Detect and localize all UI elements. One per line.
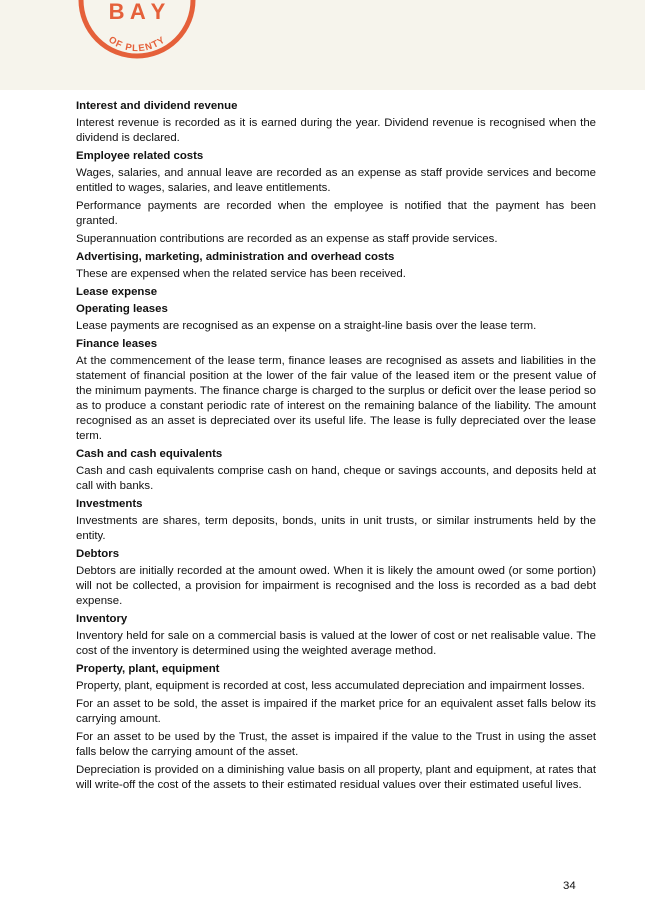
section-heading: Finance leases: [76, 338, 158, 350]
section-paragraph: At the commencement of the lease term, finance leases are recognised as assets and liabilities in the statement of financial position at the lower of the fair value of the leased item or the present value of the minimum payments. The finance charge is charged to the surplus or deficit over the lease period so as to produce a constant periodic rate of interest on the remaining balance of the liability. The amount recognised as an asset is depreciated over its useful life. The lease is fully depreciated over the lease term.: [76, 355, 596, 442]
section-paragraph: Superannuation contributions are recorded as an expense as staff provide services.: [76, 233, 498, 245]
section-paragraph: Depreciation is provided on a diminishing value basis on all property, plant and equipment, at rates that will write-off the cost of the assets to their estimated residual values over their estimated useful lives.: [76, 764, 596, 791]
logo-main-text: B A Y: [108, 0, 166, 24]
section-paragraph: Lease payments are recognised as an expense on a straight-line basis over the lease term.: [76, 320, 537, 332]
section-paragraph: Property, plant, equipment is recorded at cost, less accumulated depreciation and impairment losses.: [76, 680, 585, 692]
section-paragraph: These are expensed when the related service has been received.: [76, 268, 406, 280]
section-paragraph: Performance payments are recorded when the employee is notified that the payment has been granted.: [76, 200, 596, 227]
header-band: [0, 0, 645, 90]
section-paragraph: Cash and cash equivalents comprise cash on hand, cheque or savings accounts, and deposits held at call with banks.: [76, 465, 596, 492]
section-paragraph: Investments are shares, term deposits, bonds, units in unit trusts, or similar instruments held by the entity.: [76, 515, 596, 542]
section-paragraph: Interest revenue is recorded as it is earned during the year. Dividend revenue is recognised when the dividend is declared.: [76, 117, 596, 144]
section-heading: Cash and cash equivalents: [76, 448, 223, 460]
document-body: [76, 99, 596, 796]
section-heading: Employee related costs: [76, 150, 204, 162]
bay-of-plenty-logo: [62, 0, 212, 60]
section-heading: Operating leases: [76, 303, 168, 315]
section-paragraph: For an asset to be used by the Trust, the asset is impaired if the value to the Trust in using the asset falls below the carrying amount of the asset.: [76, 731, 596, 758]
section-heading: Interest and dividend revenue: [76, 100, 238, 112]
section-paragraph: Inventory held for sale on a commercial basis is valued at the lower of cost or net realisable value. The cost of the inventory is determined using the weighted average method.: [76, 630, 596, 657]
section-paragraph: Debtors are initially recorded at the amount owed. When it is likely the amount owed (or some portion) will not be collected, a provision for impairment is recognised and the loss is recorded as a bad debt expense.: [76, 565, 596, 607]
section-paragraph: Wages, salaries, and annual leave are recorded as an expense as staff provide services and become entitled to wages, salaries, and leave entitlements.: [76, 167, 596, 194]
section-heading: Lease expense: [76, 286, 158, 298]
section-heading: Property, plant, equipment: [76, 663, 220, 675]
logo-sub-text: OF PLENTY: [106, 34, 168, 55]
section-heading: Investments: [76, 498, 143, 510]
section-heading: Inventory: [76, 613, 128, 625]
page-number: 34: [563, 880, 576, 892]
section-heading: Advertising, marketing, administration and overhead costs: [76, 251, 395, 263]
section-paragraph: For an asset to be sold, the asset is impaired if the market price for an equivalent asset falls below its carrying amount.: [76, 698, 596, 725]
section-heading: Debtors: [76, 548, 120, 560]
